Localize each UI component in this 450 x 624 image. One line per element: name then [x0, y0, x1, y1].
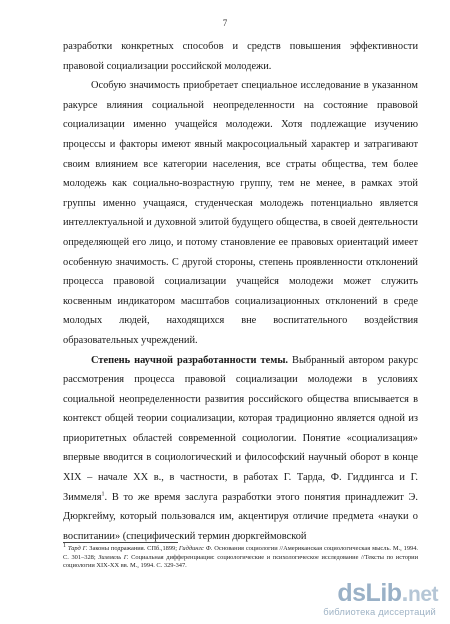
- logo-text: dsLib: [337, 579, 402, 607]
- footnote-text: Основания социологии //Американская социологическая мысль. М., 1994. С. 301–328;: [63, 545, 418, 561]
- section-heading: Степень научной разработанности темы.: [91, 354, 289, 366]
- page-number: 7: [222, 18, 228, 28]
- paragraph-significance: Особую значимость приобретает специальное исследование в указанном ракурсе влияния социальной неопределенности на состояние правовой социализации именно учащейся молодежи. Хотя подлежащие изучению процессы и факторы имеют явный макросоциальный характер и затрагивают своим влиянием все категории населения, все страты общества, тем более молодежь как социально-возрастную группу, тем не менее, в рамках этой группы именно учащаяся, студенческая молодежь потенциально является интеллектуальной и духовной элитой будущего общества, в своей деятельности определяющей его лицо, и потому становление ее правовых ориентаций имеет особенную значимость. С другой стороны, степень проявленности отклонений процесса правовой социализации учащейся молодежи может служить косвенным индикатором масштабов социализационных отклонений в среде молодых людей, находящихся вне воспитательного воздействия образовательных учреждений.: [63, 80, 418, 346]
- dslib-watermark: [282, 577, 444, 619]
- footnote-ref[interactable]: 1: [101, 491, 105, 498]
- logo-dot: .: [401, 579, 408, 607]
- watermark-tagline: библиотека диссертаций: [323, 606, 436, 617]
- footnote-author: Зиммель Г.: [98, 553, 129, 561]
- paragraph-continuation: разработки конкретных способов и средств повышения эффективности правовой социализации российской молодежи.: [63, 41, 418, 72]
- footnote-text: Законы подражания. СПб.,1899;: [87, 545, 179, 552]
- paragraph-research-degree: [63, 351, 418, 547]
- body-text: [63, 37, 418, 546]
- dslib-logo: [337, 579, 438, 608]
- footnote-author: Гиддингс Ф.: [178, 545, 213, 552]
- paragraph-text: Выбранный автором ракурс рассмотрения процесса правовой социализации молодежи в условиях социальной неопределенности развития российского общества вписывается в контекст общей теории социализации, которая традиционно является одной из приоритетных областей современной социологии. Понятие «социализация» впервые вводится в социологический и философский научный оборот в конце XIX – начале XX в., в частности, в работах Г. Тарда, Ф. Гиддингса и Г. Зиммеля: [63, 354, 418, 503]
- paragraph-text-cont: . В то же время заслуга разработки этого понятия принадлежит Э. Дюркгейму, который пользовался им, акцентируя отличие предмета «науки о воспитании» (специфический термин дюркгеймовской: [63, 491, 418, 542]
- footnote-author: Тард Г.: [67, 545, 88, 552]
- logo-domain: net: [408, 583, 438, 606]
- footnote-number: 1: [63, 542, 66, 549]
- footnotes: [63, 542, 418, 571]
- footnote-divider: [63, 542, 178, 543]
- footnote-1: [63, 542, 418, 571]
- footnote-text: Социальная дифференциация: социологические и психологическое исследование //Тексты по истории социологии XIX-XX вв. М., 1994. С. 329-347.: [63, 553, 418, 570]
